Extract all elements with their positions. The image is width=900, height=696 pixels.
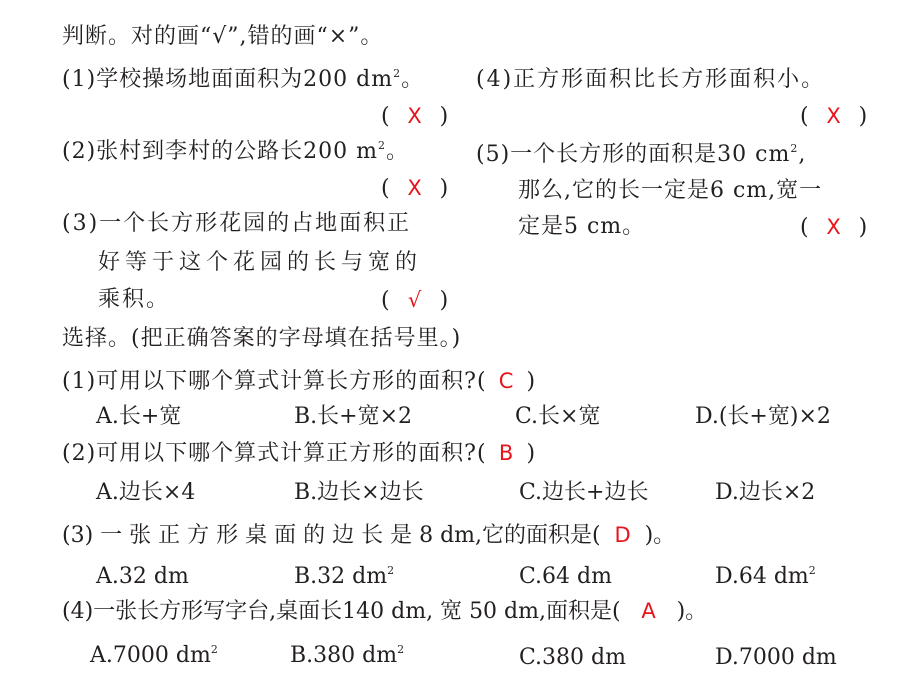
question-text: (3) 一 张 正 方 形 桌 面 的 边 长 是 8 dm,它的面积是(: [62, 523, 601, 548]
choice-question-1: [62, 366, 536, 397]
close-paren: )。: [676, 599, 708, 624]
choice-question-4: [62, 596, 707, 627]
superscript: 2: [790, 142, 799, 155]
answer-letter: A: [641, 599, 656, 623]
option-text: C.64 dm: [519, 564, 612, 589]
question-number: (4): [476, 67, 514, 92]
question-text-line1: 一个长方形的面积是30 cm: [510, 142, 791, 167]
superscript: 2: [378, 139, 387, 152]
answer-mark: X: [407, 176, 422, 200]
judge-question-2: [62, 137, 409, 167]
answer-parens-4: ( X ): [800, 101, 867, 132]
answer-parens-2: ( X ): [381, 173, 448, 204]
judge-question-1: [62, 65, 424, 95]
judge-question-3: [62, 209, 411, 239]
option-text: B.380 dm: [290, 643, 398, 668]
option-text: D.64 dm: [715, 564, 809, 589]
question-text-line3: 定是5 cm。: [518, 214, 646, 239]
close-paren: )。: [644, 523, 676, 548]
answer-mark: X: [826, 104, 841, 128]
answer-mark: X: [407, 104, 422, 128]
question-number: (2): [62, 139, 97, 164]
answer-letter: D: [614, 523, 631, 547]
option-text: A.7000 dm: [90, 643, 211, 668]
option-b: B.边长×边长: [294, 480, 424, 505]
option-b: B.长+宽×2: [294, 404, 413, 429]
question-text-line3: 乘积。: [98, 287, 171, 312]
superscript: 2: [808, 564, 816, 577]
choice-question-2: [62, 438, 536, 469]
option-c: C.长×宽: [515, 404, 601, 429]
question-text-line1: 一个长方形花园的占地面积正: [99, 211, 412, 236]
option-c: [519, 562, 612, 592]
answer-mark: √: [407, 288, 422, 312]
superscript: 2: [387, 564, 395, 577]
close-paren: ): [526, 369, 537, 394]
question-text: 张村到李村的公路长200 m: [96, 139, 379, 164]
question-number: (5): [476, 142, 511, 167]
question-number: (1): [62, 67, 97, 92]
option-text: C.380 dm: [519, 645, 626, 670]
option-d: D.边长×2: [715, 480, 816, 505]
question-text: 学校操场地面面积为200 dm: [96, 67, 394, 92]
choice-question-3: [62, 520, 675, 551]
option-d: [715, 643, 837, 673]
question-text: (1)可用以下哪个算式计算长方形的面积?(: [62, 369, 487, 394]
superscript: 2: [393, 67, 402, 80]
answer-mark: X: [826, 215, 841, 239]
option-a: A.长+宽: [96, 404, 182, 429]
choice-instruction: 选择。(把正确答案的字母填在括号里。): [62, 326, 462, 351]
option-b: [290, 641, 404, 671]
option-text: A.32 dm: [96, 564, 189, 589]
question-text: 正方形面积比长方形面积小。: [513, 67, 826, 92]
question-number: (3): [62, 211, 100, 236]
option-text: D.7000 dm: [715, 645, 837, 670]
close-paren: ): [526, 441, 537, 466]
question-text-line2: 那么,它的长一定是6 cm,宽一: [518, 178, 823, 203]
option-b: [294, 562, 394, 592]
option-d: D.(长+宽)×2: [695, 404, 831, 429]
question-text: (2)可用以下哪个算式计算正方形的面积?(: [62, 441, 487, 466]
option-a: A.边长×4: [96, 480, 196, 505]
question-tail: ,: [798, 142, 807, 167]
option-a: [96, 562, 189, 592]
question-tail: 。: [386, 139, 410, 164]
option-c: C.边长+边长: [519, 480, 649, 505]
judge-instruction: 判断。对的画“√”,错的画“×”。: [62, 24, 384, 49]
option-c: [519, 643, 626, 673]
option-d: [715, 562, 816, 592]
option-a: [90, 641, 218, 671]
answer-parens-3: ( √ ): [381, 285, 448, 316]
answer-parens-5: ( X ): [800, 212, 867, 243]
question-text-line2: 好等于这个花园的长与宽的: [98, 250, 423, 275]
question-tail: 。: [401, 67, 425, 92]
answer-letter: B: [498, 441, 515, 465]
answer-letter: C: [498, 369, 515, 393]
option-text: B.32 dm: [294, 564, 388, 589]
judge-question-5: [476, 140, 806, 170]
superscript: 2: [397, 643, 405, 656]
superscript: 2: [210, 643, 218, 656]
judge-question-4: [476, 65, 825, 95]
question-text: (4)一张长方形写字台,桌面长140 dm, 宽 50 dm,面积是(: [62, 599, 621, 624]
answer-parens-1: ( X ): [381, 101, 448, 132]
